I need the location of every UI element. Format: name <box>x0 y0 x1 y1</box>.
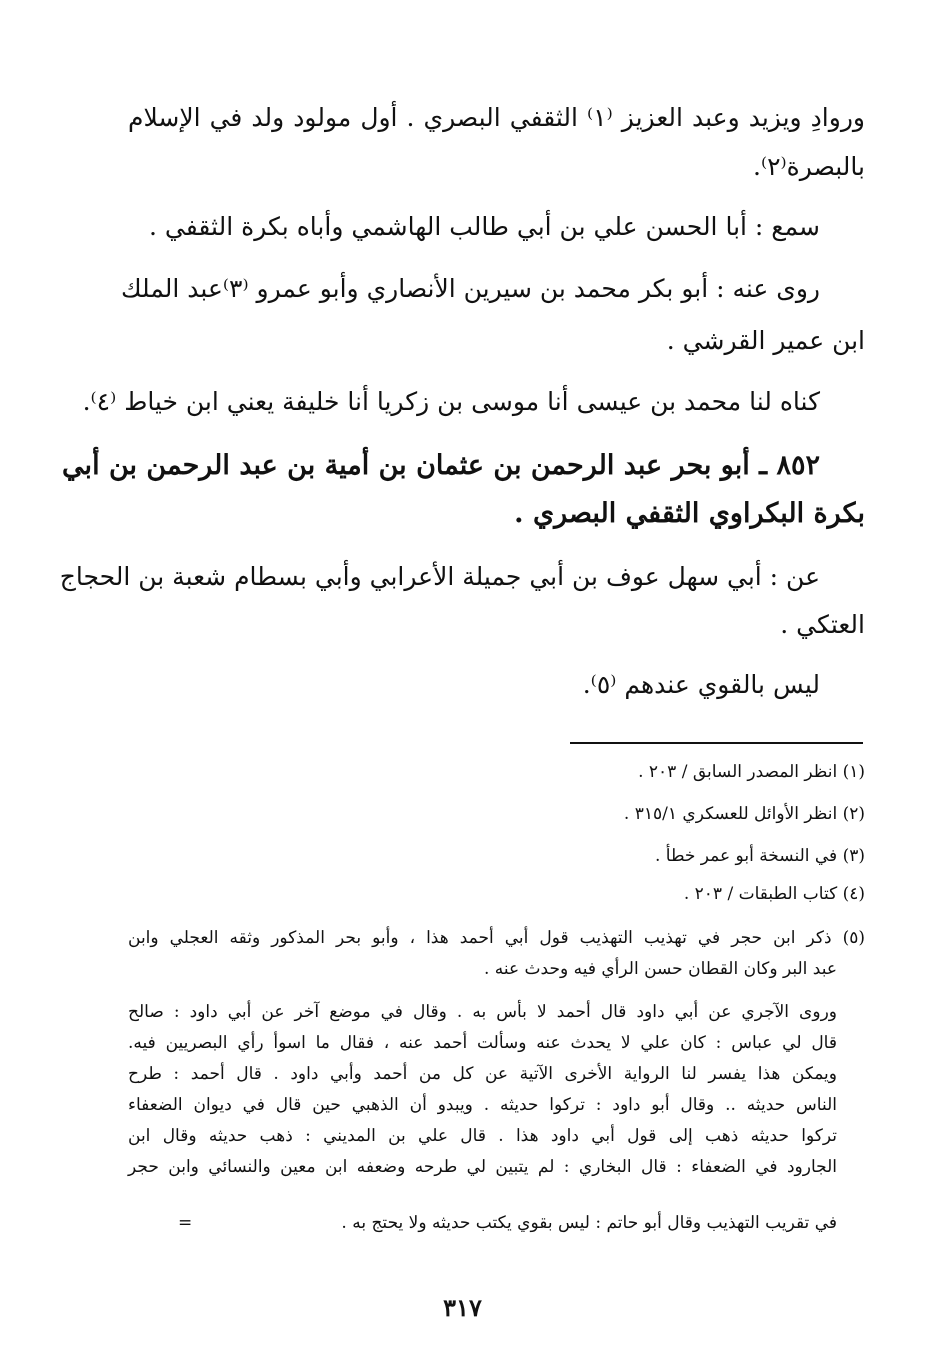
footnote-line: الجارود في الضعفاء : قال البخاري : لم يتبين لي طرحه وضعفه ابن معين والنسائي وابن حجر <box>128 1157 837 1177</box>
footnote-line: (٤) كتاب الطبقات / ٢٠٣ . <box>683 884 865 904</box>
footnote-line: (٢) انظر الأوائل للعسكري ٣١٥/١ . <box>623 804 865 824</box>
entry-heading-line: بكرة البكراوي الثقفي البصري . <box>514 498 865 529</box>
main-text-line: وروادِ ويزيد وعبد العزيز ⁽١⁾ الثقفي البصري . أول مولود ولد في الإسلام <box>128 103 865 132</box>
footnote-line: قال لي عباس : كان علي لا يحدث عنه وسألت أحمد عنه ، فقال ما اسوأ رأي البصريين فيه. <box>128 1033 837 1053</box>
main-text-line: سمع : أبا الحسن علي بن أبي طالب الهاشمي وأباه بكرة الثقفي . <box>149 212 820 241</box>
page-number: ٣١٧ <box>443 1293 482 1322</box>
continuation-mark: = <box>178 1213 193 1233</box>
footnote-line: (٥) ذكر ابن حجر في تهذيب التهذيب قول أبي أحمد هذا ، وأبو بحر المذكور وثقه العجلي وابن <box>128 928 865 948</box>
entry-text-line: ليس بالقوي عندهم ⁽٥⁾. <box>582 670 820 699</box>
entry-heading-line: ٨٥٢ ـ أبو بحر عبد الرحمن بن عثمان بن أمية بن عبد الرحمن بن أبي <box>62 450 820 481</box>
footnote-line: في تقريب التهذيب وقال أبو حاتم : ليس بقوي يكتب حديثه ولا يحتج به . <box>341 1213 837 1233</box>
footnote-separator <box>570 742 863 744</box>
footnote-line: تركوا حديثه ذهب إلى قول أبي داود هذا . قال علي بن المديني : ذهب حديثه وقال ابن <box>128 1126 837 1146</box>
entry-text-line: عن : أبي سهل عوف بن أبي جميلة الأعرابي وأبي بسطام شعبة بن الحجاج <box>59 562 820 591</box>
footnote-line: الناس حديثه .. وقال أبو داود : تركوا حديثه . ويبدو أن الذهبي حين قال في ديوان الضعفاء <box>128 1095 837 1115</box>
footnote-line: (٣) في النسخة أبو عمر خطأ . <box>654 846 865 866</box>
main-text-line: كناه لنا محمد بن عيسى أنا موسى بن زكريا أنا خليفة يعني ابن خياط ⁽٤⁾. <box>82 387 820 416</box>
main-text-line: روى عنه : أبو بكر محمد بن سيرين الأنصاري وأبو عمرو ⁽٣⁾عبد الملك <box>120 274 820 303</box>
footnote-line: (١) انظر المصدر السابق / ٢٠٣ . <box>638 762 865 782</box>
main-text-line: ابن عمير القرشي . <box>666 326 865 355</box>
footnote-line: عبد البر وكان القطان حسن الرأي فيه وحدث عنه . <box>483 959 837 979</box>
entry-text-line: العتكي . <box>780 610 865 639</box>
footnote-line: ويمكن هذا يفسر لنا الرواية الأخرى الآتية عن كل من أحمد وأبي داود . قال أحمد : طرح <box>128 1064 837 1084</box>
footnote-line: وروى الآجري عن أبي داود قال أحمد لا بأس به . وقال في موضع آخر عن أبي داود : صالح <box>128 1002 837 1022</box>
main-text-line: بالبصرة⁽٢⁾. <box>753 152 865 181</box>
